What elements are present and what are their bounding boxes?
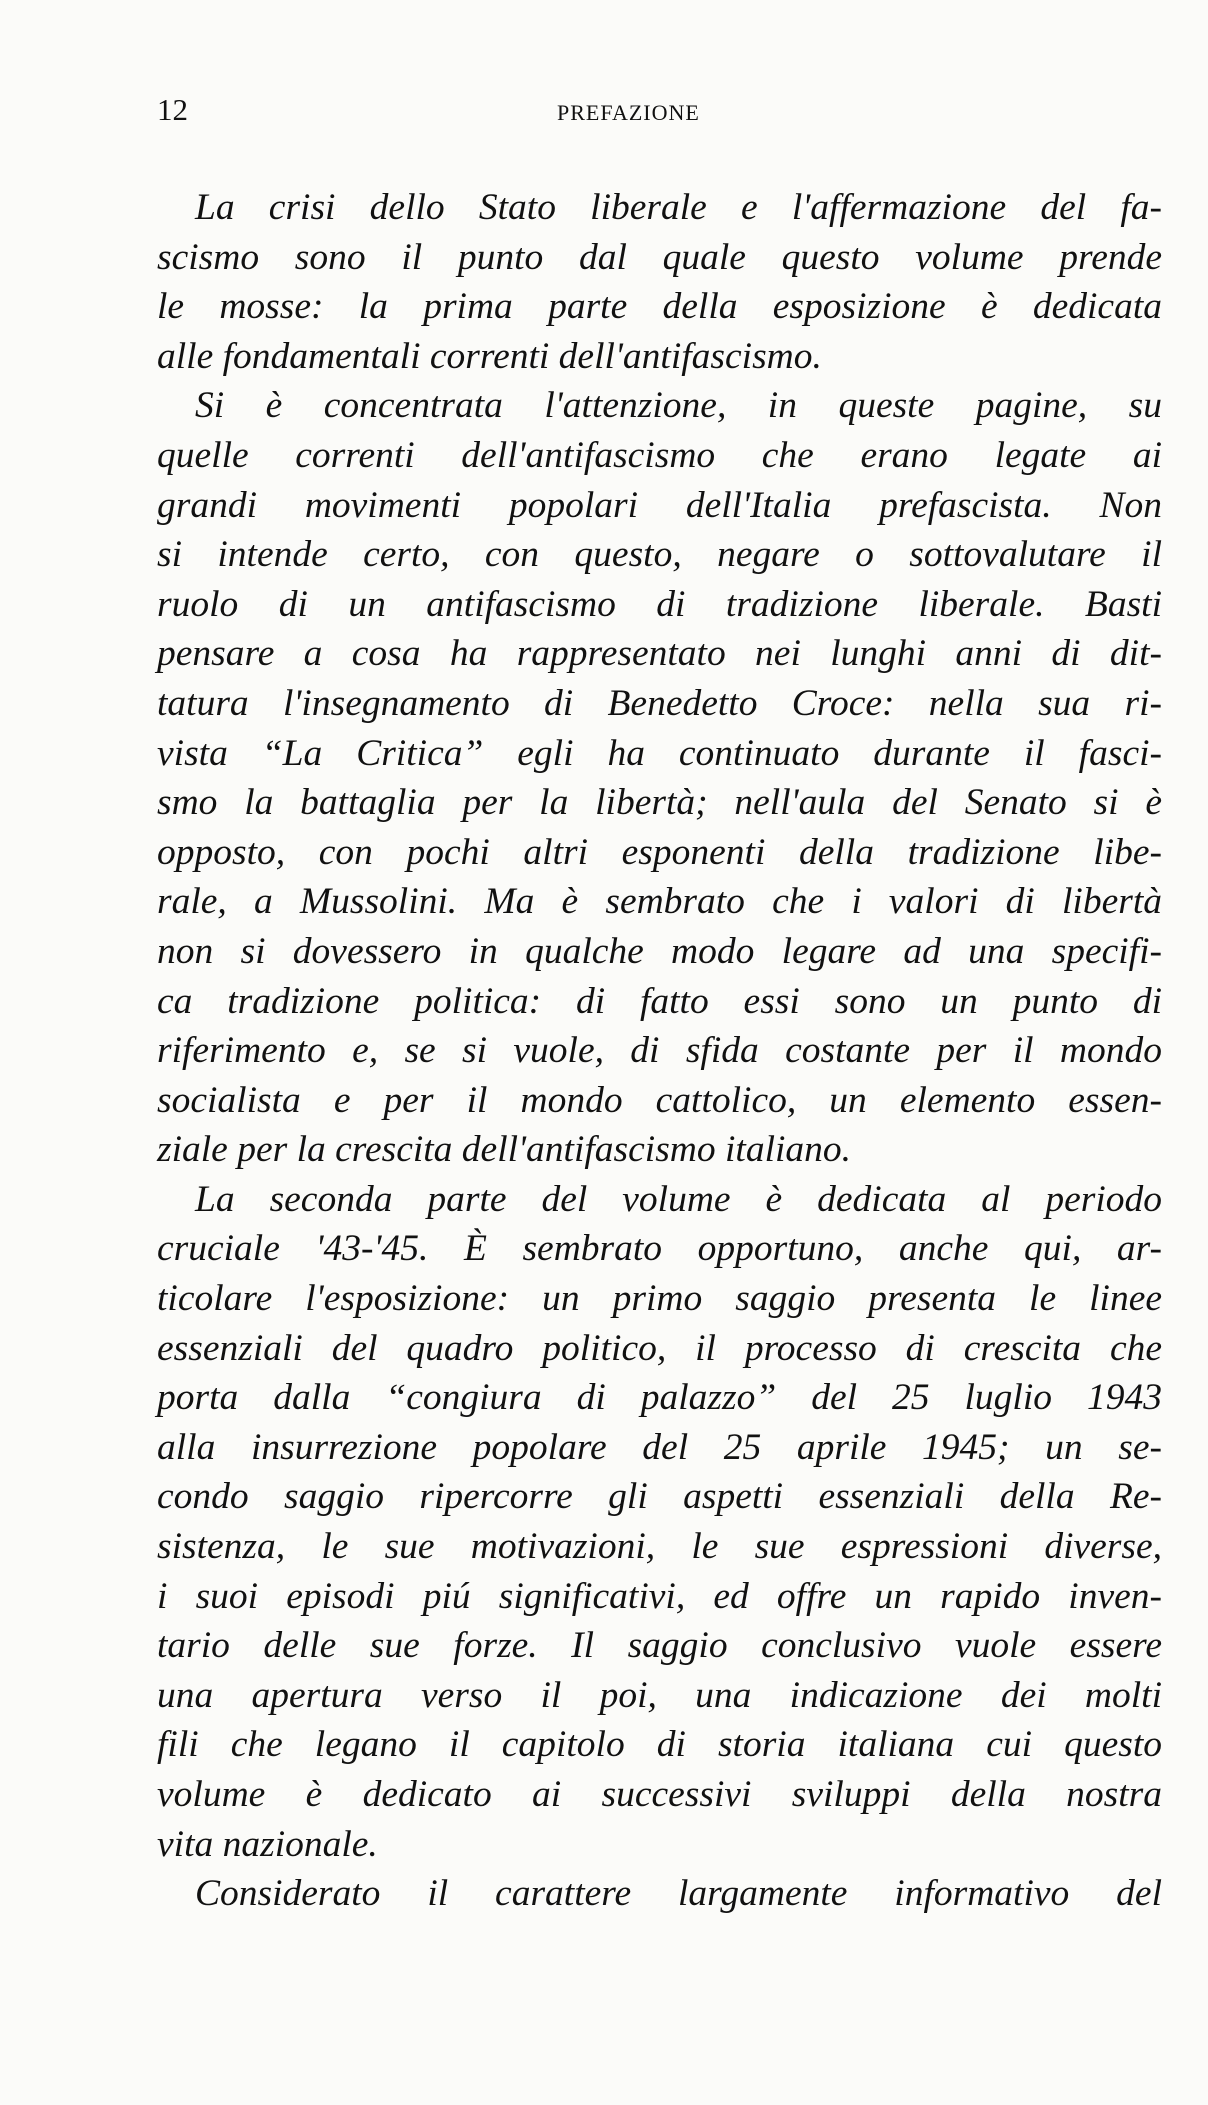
text-line: i suoi episodi piú significativi, ed offre un rapido inven-: [157, 1575, 1162, 1617]
text-line: essenziali del quadro politico, il processo di crescita che: [157, 1327, 1162, 1369]
text-line: cruciale '43-'45. È sembrato opportuno, anche qui, ar-: [157, 1228, 1162, 1270]
text-line: riferimento e, se si vuole, di sfida costante per il mondo: [157, 1030, 1162, 1072]
text-line: tatura l'insegnamento di Benedetto Croce: nella sua ri-: [157, 682, 1162, 724]
text-line: fili che legano il capitolo di storia italiana cui questo: [157, 1724, 1162, 1766]
text-line: tario delle sue forze. Il saggio conclusivo vuole essere: [157, 1625, 1162, 1667]
paragraph: [157, 1175, 1162, 1869]
body-text: [157, 183, 1162, 1919]
text-line: socialista e per il mondo cattolico, un elemento essen-: [157, 1079, 1162, 1121]
text-line: non si dovessero in qualche modo legare ad una specifi-: [157, 930, 1162, 972]
text-line: una apertura verso il poi, una indicazione dei molti: [157, 1674, 1162, 1716]
text-line: Si è concentrata l'attenzione, in queste pagine, su: [195, 385, 1162, 427]
text-line: porta dalla “congiura di palazzo” del 25 luglio 1943: [157, 1377, 1162, 1419]
running-title: PREFAZIONE: [557, 100, 700, 125]
running-header: [157, 92, 1162, 140]
text-line: vista “La Critica” egli ha continuato durante il fasci-: [157, 732, 1162, 774]
text-line: La crisi dello Stato liberale e l'affermazione del fa-: [195, 187, 1162, 228]
page-number: 12: [157, 92, 188, 127]
text-line: ruolo di un antifascismo di tradizione liberale. Basti: [157, 583, 1162, 625]
text-line: pensare a cosa ha rappresentato nei lunghi anni di dit-: [157, 633, 1162, 675]
text-line: smo la battaglia per la libertà; nell'aula del Senato si è: [157, 782, 1162, 824]
text-line: vita nazionale.: [157, 1823, 378, 1865]
text-line: opposto, con pochi altri esponenti della tradizione libe-: [157, 831, 1162, 873]
text-line: rale, a Mussolini. Ma è sembrato che i valori di libertà: [157, 881, 1162, 923]
text-line: alla insurrezione popolare del 25 aprile 1945; un se-: [157, 1426, 1162, 1468]
paragraph: [157, 1869, 1162, 1919]
text-line: ziale per la crescita dell'antifascismo italiano.: [157, 1129, 852, 1171]
text-line: le mosse: la prima parte della esposizione è dedicata: [157, 286, 1162, 328]
text-line: Considerato il carattere largamente informativo del: [195, 1873, 1162, 1915]
text-line: grandi movimenti popolari dell'Italia prefascista. Non: [157, 484, 1162, 526]
text-line: alle fondamentali correnti dell'antifascismo.: [157, 335, 822, 377]
text-line: scismo sono il punto dal quale questo volume prende: [157, 236, 1162, 278]
text-line: sistenza, le sue motivazioni, le sue espressioni diverse,: [157, 1526, 1162, 1568]
text-line: La seconda parte del volume è dedicata al periodo: [195, 1178, 1162, 1220]
text-line: condo saggio ripercorre gli aspetti essenziali della Re-: [157, 1476, 1162, 1518]
text-line: ticolare l'esposizione: un primo saggio presenta le linee: [157, 1278, 1162, 1320]
paragraph: [157, 183, 1162, 381]
paragraph: [157, 381, 1162, 1175]
text-line: si intende certo, con questo, negare o sottovalutare il: [157, 534, 1162, 576]
text-line: quelle correnti dell'antifascismo che erano legate ai: [157, 434, 1162, 476]
text-line: volume è dedicato ai successivi sviluppi della nostra: [157, 1774, 1162, 1815]
text-line: ca tradizione politica: di fatto essi sono un punto di: [157, 980, 1162, 1022]
